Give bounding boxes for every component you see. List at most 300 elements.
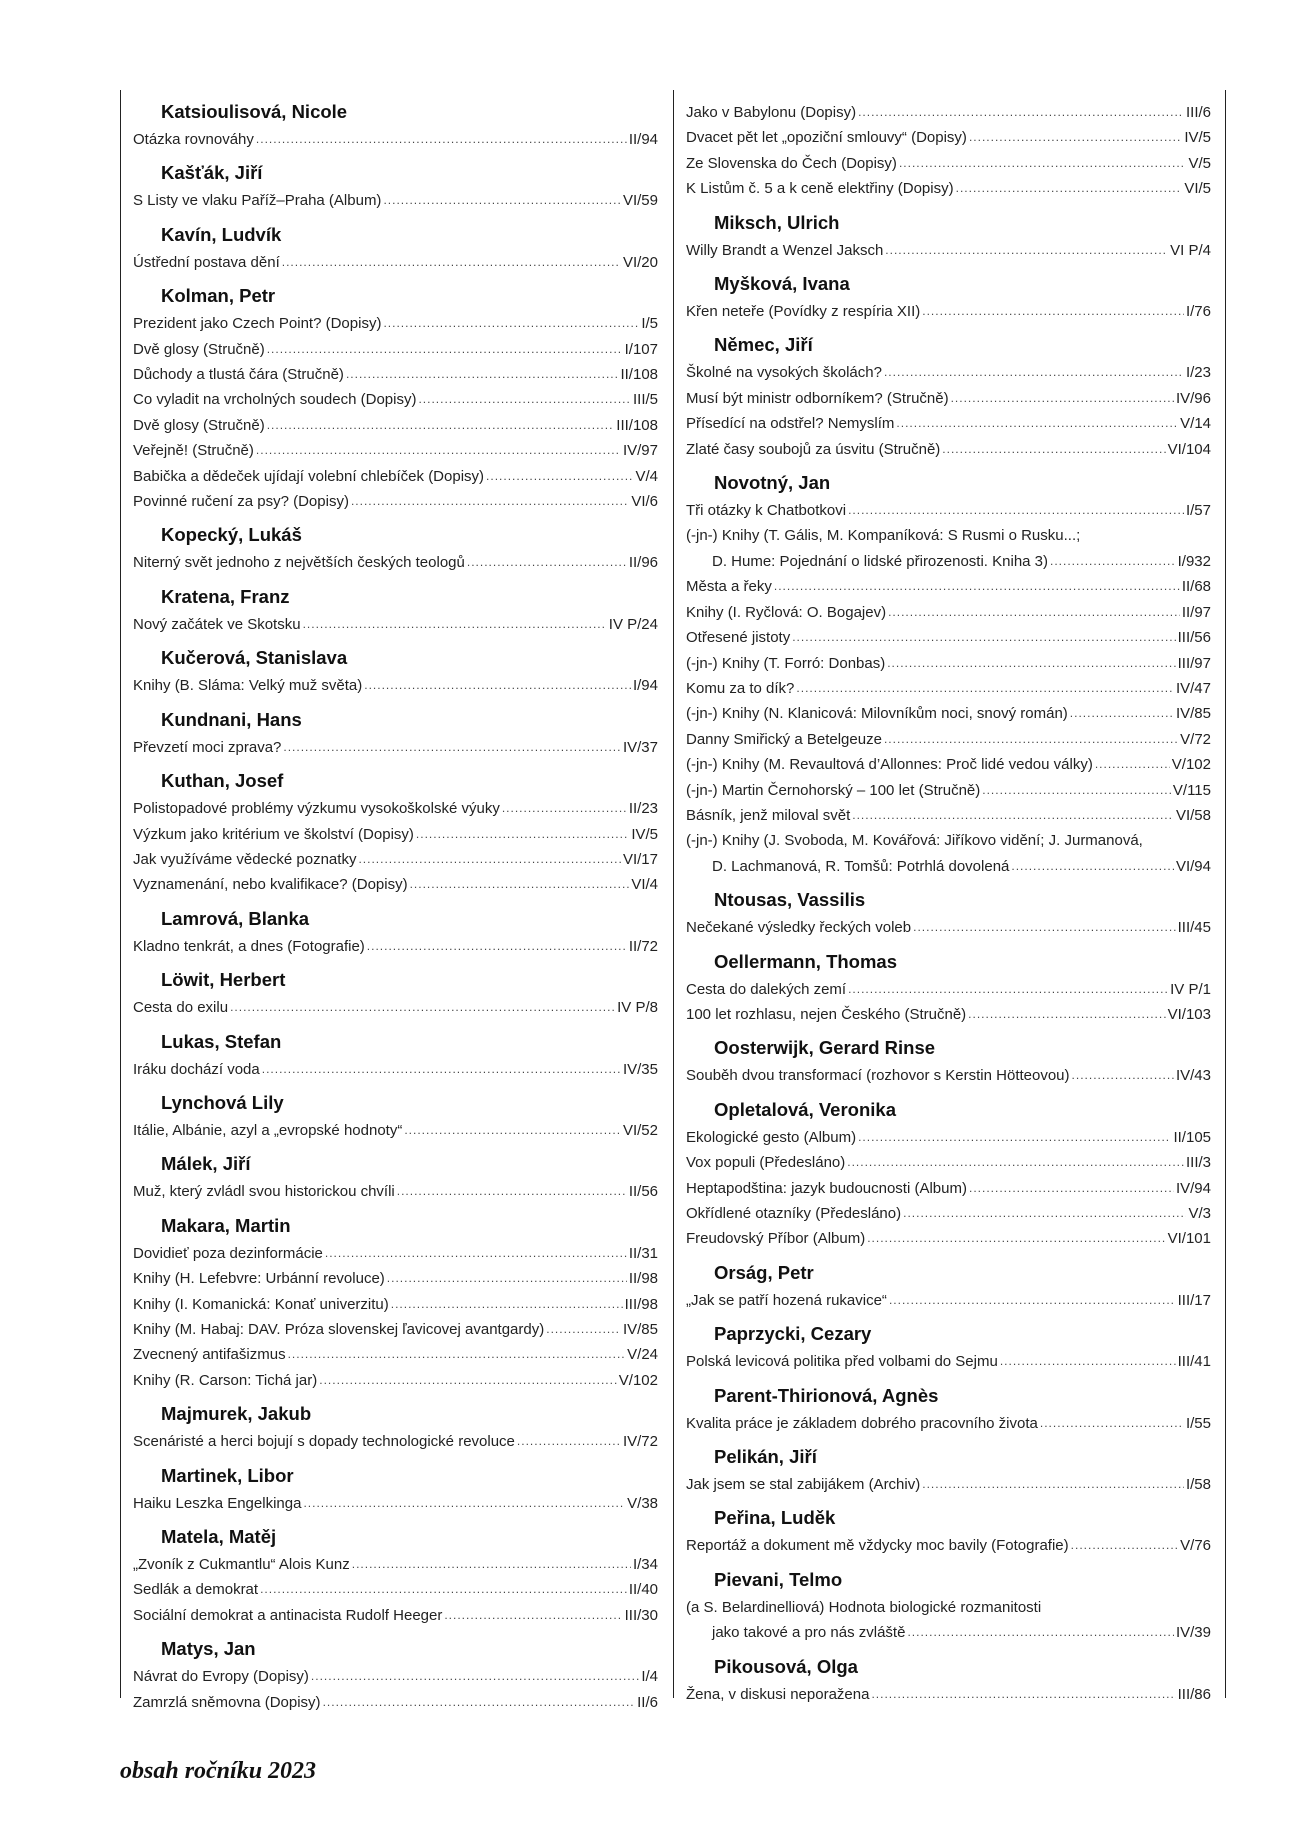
entry-issue-ref: III/30 bbox=[624, 1606, 658, 1624]
leader-dots bbox=[282, 250, 621, 275]
entry-title: Heptapodština: jazyk budoucnosti (Album) bbox=[686, 1179, 967, 1197]
author-name: Matela, Matěj bbox=[161, 1526, 277, 1547]
entry-issue-ref: II/105 bbox=[1173, 1128, 1211, 1146]
entry-issue-ref: VI/4 bbox=[631, 876, 658, 894]
leader-dots bbox=[319, 1368, 617, 1393]
entry-issue-ref: IV P/1 bbox=[1170, 980, 1211, 998]
entry-title: (-jn-) Knihy (M. Revaultová d’Allonnes: Proč lidé vedou války) bbox=[686, 756, 1093, 774]
leader-dots bbox=[267, 337, 623, 362]
leader-dots bbox=[267, 413, 615, 438]
entry-title: Willy Brandt a Wenzel Jaksch bbox=[686, 241, 884, 259]
author-name: Málek, Jiří bbox=[161, 1153, 251, 1175]
leader-dots bbox=[1095, 752, 1170, 777]
entry-issue-ref: V/5 bbox=[1188, 154, 1211, 172]
entry-title: Povinné ručení za psy? (Dopisy) bbox=[133, 493, 349, 511]
leader-dots bbox=[847, 1150, 1184, 1175]
entry-issue-ref: III/6 bbox=[1185, 104, 1211, 121]
author-name: Lukas, Stefan bbox=[161, 1030, 282, 1052]
entry-issue-ref: II/96 bbox=[628, 554, 658, 572]
entry-title: Ekologické gesto (Album) bbox=[686, 1128, 857, 1146]
author-name: Kratena, Franz bbox=[161, 585, 290, 607]
entry-issue-ref: IV P/24 bbox=[608, 615, 658, 633]
author-name: Parent-Thirionová, Agnès bbox=[714, 1384, 939, 1406]
entry-issue-ref: V/115 bbox=[1172, 781, 1211, 799]
entry-title: Musí být ministr odborníkem? (Stručně) bbox=[686, 389, 949, 407]
leader-dots bbox=[256, 438, 621, 463]
entry-title: Města a řeky bbox=[686, 578, 772, 596]
entry-title: Dvě glosy (Stručně) bbox=[133, 416, 265, 434]
leader-dots bbox=[397, 1179, 627, 1204]
author-name: Kopecký, Lukáš bbox=[161, 524, 302, 546]
entry-title: Polistopadové problémy výzkumu vysokoškolské výuky bbox=[133, 800, 500, 818]
leader-dots bbox=[848, 498, 1184, 523]
entry-title: Převzetí moci zprava? bbox=[133, 738, 282, 756]
index-entry bbox=[133, 1179, 658, 1204]
leader-dots bbox=[283, 735, 621, 760]
leader-dots bbox=[486, 464, 633, 489]
index-entry bbox=[133, 489, 658, 514]
index-entry bbox=[686, 360, 1211, 385]
entry-issue-ref: II/68 bbox=[1181, 578, 1211, 596]
leader-dots bbox=[888, 600, 1180, 625]
entry-issue-ref: IV/39 bbox=[1175, 1624, 1211, 1642]
entry-title: Cesta do dalekých zemí bbox=[686, 980, 847, 998]
entry-issue-ref: I/107 bbox=[624, 340, 658, 358]
index-entry bbox=[686, 125, 1211, 150]
entry-title: Dvacet pět let „opoziční smlouvy“ (Dopisy) bbox=[686, 129, 967, 147]
author-name: Paprzycki, Cezary bbox=[714, 1323, 872, 1345]
index-entry bbox=[686, 1226, 1211, 1251]
author-name: Orság, Petr bbox=[714, 1261, 814, 1283]
entry-title: 100 let rozhlasu, nejen Českého (Stručně) bbox=[686, 1005, 967, 1023]
entry-title: „Jak se patří hozená rukavice“ bbox=[686, 1291, 887, 1309]
index-entry bbox=[686, 1595, 1211, 1646]
entry-issue-ref: III/41 bbox=[1177, 1353, 1211, 1371]
leader-dots bbox=[1072, 1063, 1174, 1088]
author-name: Majmurek, Jakub bbox=[161, 1403, 312, 1425]
index-entry bbox=[133, 464, 658, 489]
entry-issue-ref: II/6 bbox=[637, 1693, 658, 1711]
entry-title: Vox populi (Předesláno) bbox=[686, 1154, 846, 1172]
leader-dots bbox=[922, 1472, 1184, 1497]
leader-dots bbox=[288, 1342, 626, 1367]
footer-title: obsah ročníku 2023 bbox=[120, 1758, 317, 1784]
leader-dots bbox=[502, 796, 627, 821]
leader-dots bbox=[416, 822, 629, 847]
leader-dots bbox=[404, 1118, 621, 1143]
index-entry bbox=[133, 188, 658, 213]
entry-title-continued bbox=[686, 854, 1211, 879]
entry-issue-ref: I/4 bbox=[641, 1668, 658, 1686]
entry-issue-ref: II/40 bbox=[628, 1581, 658, 1599]
leader-dots bbox=[517, 1429, 621, 1454]
entry-title: Veřejně! (Stručně) bbox=[133, 442, 254, 460]
author-name: Kašťák, Jiří bbox=[161, 162, 263, 184]
index-entry bbox=[133, 796, 658, 821]
index-entry bbox=[686, 1288, 1211, 1313]
entry-title: (-jn-) Knihy (N. Klanicová: Milovníkům noci, snový román) bbox=[686, 705, 1068, 723]
index-entry bbox=[133, 1118, 658, 1143]
leader-dots bbox=[323, 1690, 636, 1715]
index-entry bbox=[133, 413, 658, 438]
leader-dots bbox=[867, 1226, 1165, 1251]
author-name: Němec, Jiří bbox=[714, 334, 813, 356]
author-name: Kundnani, Hans bbox=[161, 708, 302, 730]
entry-issue-ref: IV/72 bbox=[622, 1433, 658, 1451]
entry-issue-ref: II/72 bbox=[628, 937, 658, 955]
index-entry bbox=[686, 727, 1211, 752]
entry-title-line2: D. Lachmanová, R. Tomšů: Potrhlá dovolená bbox=[712, 857, 1010, 875]
leader-dots bbox=[391, 1292, 623, 1317]
index-entry bbox=[686, 1533, 1211, 1558]
index-entry bbox=[133, 550, 658, 575]
entry-title: Prezident jako Czech Point? (Dopisy) bbox=[133, 315, 382, 333]
author-name: Opletalová, Veronika bbox=[714, 1098, 896, 1120]
entry-title: Žena, v diskusi neporažena bbox=[686, 1685, 870, 1703]
index-entry bbox=[686, 1682, 1211, 1707]
leader-dots bbox=[969, 1176, 1174, 1201]
author-name: Ntousas, Vassilis bbox=[714, 889, 866, 911]
entry-title: Co vyladit na vrcholných soudech (Dopisy) bbox=[133, 391, 417, 409]
index-entry bbox=[133, 735, 658, 760]
column-rule-middle bbox=[673, 90, 674, 1698]
leader-dots bbox=[922, 299, 1184, 324]
entry-title: Sedlák a demokrat bbox=[133, 1581, 259, 1599]
entry-title: Výzkum jako kritérium ve školství (Dopisy) bbox=[133, 825, 414, 843]
entry-title: (-jn-) Knihy (T. Gális, M. Kompaníková: S Rusmi o Rusku...; bbox=[686, 527, 1081, 545]
leader-dots bbox=[969, 125, 1182, 150]
author-name: Novotný, Jan bbox=[714, 472, 831, 494]
entry-title-continued bbox=[686, 1620, 1211, 1645]
index-entry bbox=[686, 752, 1211, 777]
leader-dots bbox=[1000, 1349, 1176, 1374]
leader-dots bbox=[546, 1317, 621, 1342]
entry-title: Vyznamenání, nebo kvalifikace? (Dopisy) bbox=[133, 876, 408, 894]
entry-issue-ref: III/98 bbox=[624, 1295, 658, 1313]
author-name: Lamrová, Blanka bbox=[161, 907, 310, 929]
entry-issue-ref: VI/103 bbox=[1167, 1005, 1211, 1023]
entry-issue-ref: V/4 bbox=[635, 467, 658, 485]
entry-issue-ref: IV/35 bbox=[622, 1060, 658, 1078]
index-entry bbox=[686, 1125, 1211, 1150]
entry-issue-ref: VI/101 bbox=[1167, 1230, 1211, 1248]
index-entry bbox=[686, 1411, 1211, 1436]
entry-title: Itálie, Albánie, azyl a „evropské hodnoty“ bbox=[133, 1121, 403, 1139]
entry-title: Jak využíváme vědecké poznatky bbox=[133, 850, 357, 868]
entry-title: S Listy ve vlaku Paříž–Praha (Album) bbox=[133, 192, 382, 210]
index-entry bbox=[133, 362, 658, 387]
entry-title-continued bbox=[686, 549, 1211, 574]
entry-issue-ref: III/108 bbox=[616, 416, 658, 434]
entry-title: Dovidieť poza dezinformácie bbox=[133, 1244, 323, 1262]
author-name: Peřina, Luděk bbox=[714, 1507, 836, 1529]
entry-issue-ref: VI/94 bbox=[1175, 857, 1211, 875]
entry-title: Cesta do exilu bbox=[133, 999, 229, 1017]
index-entry bbox=[686, 676, 1211, 701]
author-name: Makara, Martin bbox=[161, 1214, 291, 1236]
entry-title: Iráku dochází voda bbox=[133, 1060, 260, 1078]
leader-dots bbox=[1071, 1533, 1178, 1558]
entry-title: Knihy (M. Habaj: DAV. Próza slovenskej ľavicovej avantgardy) bbox=[133, 1320, 545, 1338]
entry-issue-ref: IV/96 bbox=[1175, 389, 1211, 407]
index-entry bbox=[133, 127, 658, 152]
entry-title: Básník, jenž miloval svět bbox=[686, 806, 851, 824]
leader-dots bbox=[467, 550, 627, 575]
entry-issue-ref: III/97 bbox=[1177, 654, 1211, 672]
index-entry bbox=[133, 1690, 658, 1715]
leader-dots bbox=[885, 238, 1168, 263]
entry-issue-ref: I/55 bbox=[1185, 1414, 1211, 1432]
entry-issue-ref: I/94 bbox=[632, 677, 658, 695]
entry-issue-ref: V/72 bbox=[1180, 730, 1211, 748]
entry-title: Knihy (B. Sláma: Velký muž světa) bbox=[133, 677, 363, 695]
leader-dots bbox=[884, 360, 1184, 385]
entry-issue-ref: VI/104 bbox=[1167, 440, 1211, 458]
leader-dots bbox=[418, 387, 631, 412]
index-entry bbox=[133, 1664, 658, 1689]
leader-dots bbox=[303, 1491, 625, 1516]
entry-title: Niterný svět jednoho z největších českých teologů bbox=[133, 554, 465, 572]
entry-issue-ref: I/76 bbox=[1185, 303, 1211, 321]
index-entry bbox=[133, 1342, 658, 1367]
leader-dots bbox=[852, 803, 1174, 828]
index-entry bbox=[686, 437, 1211, 462]
leader-dots bbox=[230, 995, 615, 1020]
index-entry bbox=[686, 176, 1211, 201]
entry-title: Jako v Babylonu (Dopisy) bbox=[686, 104, 857, 121]
entry-title: Jak jsem se stal zabijákem (Archiv) bbox=[686, 1476, 921, 1494]
column-rule-right bbox=[1225, 90, 1226, 1698]
leader-dots bbox=[1040, 1411, 1184, 1436]
entry-issue-ref: IV/85 bbox=[1175, 705, 1211, 723]
entry-title: Ústřední postava dění bbox=[133, 253, 280, 271]
entry-title: Zamrzlá sněmovna (Dopisy) bbox=[133, 1693, 321, 1711]
leader-dots bbox=[262, 1057, 621, 1082]
index-entry bbox=[133, 995, 658, 1020]
index-entry bbox=[686, 701, 1211, 726]
entry-title: (-jn-) Martin Černohorský – 100 let (Stručně) bbox=[686, 781, 981, 799]
index-entry bbox=[133, 1491, 658, 1516]
index-entry bbox=[133, 1577, 658, 1602]
entry-title: Návrat do Evropy (Dopisy) bbox=[133, 1668, 309, 1686]
entry-title: Kladno tenkrát, a dnes (Fotografie) bbox=[133, 937, 365, 955]
index-entry bbox=[686, 803, 1211, 828]
entry-issue-ref: II/31 bbox=[628, 1244, 658, 1262]
author-name: Pelikán, Jiří bbox=[714, 1446, 817, 1468]
leader-dots bbox=[774, 574, 1180, 599]
index-page bbox=[120, 90, 1226, 1711]
entry-issue-ref: III/45 bbox=[1177, 919, 1211, 937]
entry-issue-ref: IV/43 bbox=[1175, 1067, 1211, 1085]
entry-issue-ref: IV/85 bbox=[622, 1320, 658, 1338]
entry-title: Muž, který zvládl svou historickou chvíli bbox=[133, 1183, 395, 1201]
leader-dots bbox=[796, 676, 1174, 701]
entry-issue-ref: II/98 bbox=[628, 1270, 658, 1288]
entry-issue-ref: I/23 bbox=[1185, 364, 1211, 382]
leader-dots bbox=[367, 934, 627, 959]
leader-dots bbox=[858, 100, 1184, 125]
entry-issue-ref: I/58 bbox=[1185, 1476, 1211, 1494]
leader-dots bbox=[260, 1577, 627, 1602]
entry-title: (-jn-) Knihy (J. Svoboda, M. Kovářová: Jiříkovo vidění; J. Jurmanová, bbox=[686, 832, 1143, 850]
leader-dots bbox=[871, 1682, 1175, 1707]
index-column-left bbox=[133, 100, 658, 1715]
entry-title: Tři otázky k Chatbotkovi bbox=[686, 502, 847, 520]
leader-dots bbox=[956, 176, 1183, 201]
author-name: Lynchová Lily bbox=[161, 1091, 284, 1113]
entry-issue-ref: II/23 bbox=[628, 800, 658, 818]
author-name: Kavín, Ludvík bbox=[161, 223, 282, 245]
index-entry bbox=[686, 1150, 1211, 1175]
entry-title: Polská levicová politika před volbami do Sejmu bbox=[686, 1353, 998, 1371]
index-entry bbox=[133, 1429, 658, 1454]
index-entry bbox=[133, 612, 658, 637]
entry-title: „Zvoník z Cukmantlu“ Alois Kunz bbox=[133, 1556, 350, 1573]
leader-dots bbox=[311, 1664, 639, 1689]
index-entry bbox=[686, 523, 1211, 574]
leader-dots bbox=[383, 311, 639, 336]
entry-issue-ref: V/3 bbox=[1188, 1205, 1211, 1222]
entry-title: Dvě glosy (Stručně) bbox=[133, 340, 265, 358]
leader-dots bbox=[351, 489, 629, 514]
index-entry bbox=[133, 847, 658, 872]
entry-title: Sociální demokrat a antinacista Rudolf Heeger bbox=[133, 1606, 443, 1624]
entry-title: Komu za to dík? bbox=[686, 679, 795, 697]
entry-title: Knihy (I. Ryčlová: O. Bogajev) bbox=[686, 603, 887, 621]
leader-dots bbox=[899, 151, 1187, 176]
entry-issue-ref: III/17 bbox=[1177, 1291, 1211, 1309]
index-entry bbox=[686, 778, 1211, 803]
entry-issue-ref: II/108 bbox=[620, 366, 658, 384]
entry-title: Souběh dvou transformací (rozhovor s Kerstin Hötteovou) bbox=[686, 1067, 1070, 1085]
index-column-right bbox=[686, 100, 1211, 1707]
entry-issue-ref: VI/58 bbox=[1175, 806, 1211, 824]
index-entry bbox=[133, 872, 658, 897]
column-rule-left bbox=[120, 90, 121, 1698]
author-name: Miksch, Ulrich bbox=[714, 211, 840, 233]
index-entry bbox=[686, 977, 1211, 1002]
index-entry bbox=[686, 1176, 1211, 1201]
author-name: Löwit, Herbert bbox=[161, 969, 286, 991]
index-entry bbox=[686, 498, 1211, 523]
author-name: Pikousová, Olga bbox=[714, 1655, 858, 1677]
entry-title: Reportáž a dokument mě vždycky moc bavily (Fotografie) bbox=[686, 1537, 1069, 1555]
author-name: Kolman, Petr bbox=[161, 285, 276, 307]
leader-dots bbox=[325, 1241, 627, 1266]
leader-dots bbox=[982, 778, 1171, 803]
entry-issue-ref: V/14 bbox=[1180, 415, 1211, 433]
index-entry bbox=[686, 238, 1211, 263]
entry-issue-ref: III/3 bbox=[1185, 1154, 1211, 1172]
entry-issue-ref: VI/52 bbox=[622, 1121, 658, 1139]
entry-issue-ref: I/57 bbox=[1185, 502, 1211, 520]
index-entry bbox=[686, 411, 1211, 436]
entry-issue-ref: VI/6 bbox=[631, 493, 658, 511]
index-entry bbox=[133, 1368, 658, 1393]
index-entry bbox=[686, 651, 1211, 676]
index-entry bbox=[686, 625, 1211, 650]
entry-title: Knihy (H. Lefebvre: Urbánní revoluce) bbox=[133, 1270, 385, 1288]
entry-issue-ref: I/34 bbox=[632, 1556, 658, 1573]
author-name: Oellermann, Thomas bbox=[714, 950, 897, 972]
entry-issue-ref: IV/37 bbox=[622, 738, 658, 756]
index-entry bbox=[686, 100, 1211, 125]
index-entry bbox=[133, 337, 658, 362]
entry-title: Knihy (R. Carson: Tichá jar) bbox=[133, 1371, 318, 1389]
index-entry bbox=[686, 915, 1211, 940]
leader-dots bbox=[1070, 701, 1174, 726]
entry-issue-ref: V/102 bbox=[1171, 756, 1211, 774]
index-entry bbox=[133, 1266, 658, 1291]
index-entry bbox=[133, 934, 658, 959]
leader-dots bbox=[942, 437, 1165, 462]
leader-dots bbox=[858, 1125, 1171, 1150]
entry-title: Kvalita práce je základem dobrého pracovního života bbox=[686, 1414, 1038, 1432]
entry-title: Ze Slovenska do Čech (Dopisy) bbox=[686, 154, 897, 172]
leader-dots bbox=[792, 625, 1175, 650]
index-entry bbox=[686, 1002, 1211, 1027]
leader-dots bbox=[346, 362, 619, 387]
index-entry bbox=[133, 1292, 658, 1317]
leader-dots bbox=[907, 1620, 1174, 1645]
entry-issue-ref: II/94 bbox=[628, 131, 658, 148]
leader-dots bbox=[903, 1201, 1186, 1226]
leader-dots bbox=[951, 386, 1174, 411]
leader-dots bbox=[303, 612, 607, 637]
index-entry bbox=[133, 1552, 658, 1577]
leader-dots bbox=[889, 1288, 1176, 1313]
entry-issue-ref: V/102 bbox=[618, 1371, 658, 1389]
entry-title: (-jn-) Knihy (T. Forró: Donbas) bbox=[686, 654, 886, 672]
entry-title: Knihy (I. Komanická: Konať univerzitu) bbox=[133, 1295, 389, 1313]
entry-issue-ref: III/86 bbox=[1177, 1685, 1211, 1703]
entry-issue-ref: VI/5 bbox=[1184, 180, 1211, 198]
index-entry bbox=[686, 299, 1211, 324]
leader-dots bbox=[887, 651, 1175, 676]
author-name: Pievani, Telmo bbox=[714, 1568, 843, 1590]
entry-issue-ref: I/5 bbox=[641, 315, 658, 333]
index-entry bbox=[133, 311, 658, 336]
entry-issue-ref: III/56 bbox=[1177, 629, 1211, 647]
index-entry bbox=[133, 822, 658, 847]
index-entry bbox=[133, 250, 658, 275]
entry-issue-ref: VI P/4 bbox=[1170, 241, 1211, 259]
entry-title: Otázka rovnováhy bbox=[133, 131, 254, 148]
entry-issue-ref: V/76 bbox=[1180, 1537, 1211, 1555]
leader-dots bbox=[913, 915, 1176, 940]
entry-title: Babička a dědeček ujídají volební chlebíček (Dopisy) bbox=[133, 467, 485, 485]
index-entry bbox=[133, 673, 658, 698]
entry-title: Scenáristé a herci bojují s dopady technologické revoluce bbox=[133, 1433, 515, 1451]
entry-issue-ref: IV/47 bbox=[1175, 679, 1211, 697]
leader-dots bbox=[444, 1603, 622, 1628]
entry-title: Nečekané výsledky řeckých voleb bbox=[686, 919, 912, 937]
leader-dots bbox=[1011, 854, 1174, 879]
index-entry bbox=[133, 1241, 658, 1266]
index-entry bbox=[686, 574, 1211, 599]
leader-dots bbox=[387, 1266, 627, 1291]
leader-dots bbox=[352, 1552, 631, 1577]
index-entry bbox=[686, 600, 1211, 625]
entry-title: (a S. Belardinelliová) Hodnota biologické rozmanitosti bbox=[686, 1598, 1042, 1616]
index-entry bbox=[686, 1472, 1211, 1497]
leader-dots bbox=[896, 411, 1178, 436]
entry-issue-ref: I/932 bbox=[1177, 552, 1211, 570]
entry-issue-ref: III/5 bbox=[632, 391, 658, 409]
leader-dots bbox=[364, 673, 631, 698]
index-entry bbox=[686, 828, 1211, 879]
author-name: Kučerová, Stanislava bbox=[161, 647, 348, 669]
